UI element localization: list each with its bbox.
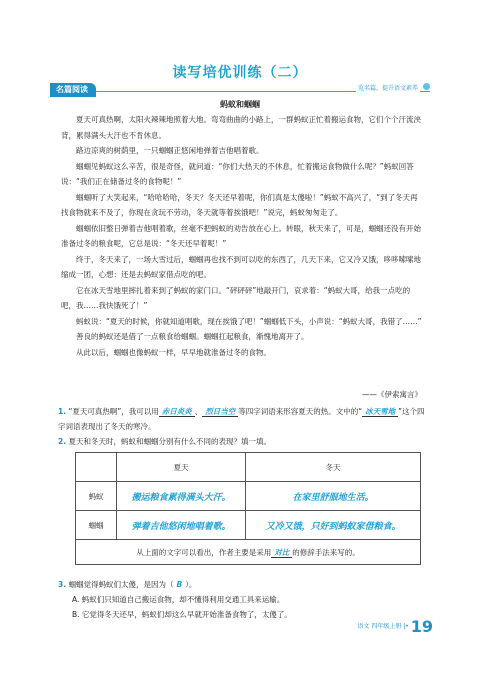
story-paragraph: 从此以后，蝈蝈也像蚂蚁一样，早早地就准备过冬的食物。 — [76, 347, 271, 357]
question-number: 3. — [58, 580, 67, 589]
page-title: 读写培优训练（二） — [172, 65, 308, 81]
story-title: 蚂蚁和蝈蝈 — [220, 100, 260, 109]
story-paragraph: 蚂蚁说：“夏天的时候，你就知道唱歌，现在挨饿了吧！”蝈蝈低下头，小声说：“蚂蚁大哥，我错了……” — [76, 316, 422, 326]
page-footer: 语文 四年级上册 |• 19 — [357, 617, 433, 636]
section-slogan: 览名篇，提升语文素养 — [357, 85, 418, 92]
question-1 — [58, 404, 428, 434]
table-row — [76, 540, 421, 565]
answer-blank[interactable]: 对比 — [271, 548, 292, 558]
comparison-table — [75, 452, 421, 565]
answer-blank[interactable]: 冰天雪地 — [362, 407, 398, 417]
option-b[interactable]: B. 它觉得冬天还早，蚂蚁们却这么早就开始准备食物了，太傻了。 — [72, 610, 292, 619]
table-header-row — [76, 453, 421, 482]
question-2 — [58, 434, 428, 449]
answer-choice[interactable]: B — [176, 580, 183, 589]
table-row — [76, 511, 421, 540]
answer-cell[interactable]: 搬运粮食累得满头大汗。 — [117, 482, 246, 511]
answer-cell[interactable]: 又冷又饿，只好到蚂蚁家借粮食。 — [246, 511, 421, 540]
option-a[interactable]: A. 蚂蚁们只知道自己搬运食物，却不懂得利用交通工具来运输。 — [72, 595, 285, 604]
table-note — [76, 540, 421, 565]
table-header: 夏天 — [117, 453, 246, 482]
row-label: 蝈蝈 — [76, 511, 117, 540]
table-header: 冬天 — [246, 453, 421, 482]
question-text: 蝈蝈觉得蚂蚁们太傻，是因为（ — [68, 580, 174, 589]
question-text: 等四字词语来形容夏天的热。文中的“ — [238, 407, 363, 416]
note-text: 从上面的文字可以看出，作者主要是采用 — [136, 547, 272, 557]
story-source: ——《伊索寓言》 — [362, 390, 422, 399]
question-text: 夏天和冬天时，蚂蚁和蝈蝈分别有什么不同的表现？填一填。 — [68, 437, 271, 446]
story-paragraph: 它在冰天雪地里摔扎着来到了蚂蚁的家门口。“砰砰砰”地敲开门，哀求着：“蚂蚁大哥，给我一点吃的吧，我……我快饿死了！” — [61, 285, 411, 310]
question-number: 2. — [58, 437, 67, 446]
story-body — [61, 112, 425, 360]
section-header — [50, 83, 430, 93]
story-paragraph: 蝈蝈依旧整日弹着吉他唱着歌，丝毫不把蚂蚁的劝告放在心上。转眼，秋天来了，可是，蝈蝈还没有开始准备过冬的粮食呢，它总是说：“冬天还早着呢！” — [61, 223, 421, 248]
footer-text: 语文 四年级上册 — [357, 623, 402, 630]
answer-cell[interactable]: 弹着吉他悠闲地唱着歌。 — [117, 511, 246, 540]
question-stem — [58, 577, 428, 592]
story-paragraph: 蝈蝈听了大笑起来，“哈哈哈哈，冬天？冬天还早着呢，你们真是太傻啦！”蚂蚁不高兴了，“到了冬天再找食物就来不及了，你现在贪玩不劳动，冬天就等着挨饿吧！”说完，蚂蚁匆匆走了。 — [61, 192, 418, 217]
question-text: ）。 — [185, 580, 197, 589]
story-paragraph: 路边凉爽的树荫里，一只蝈蝈正悠闲地弹着吉他唱着歌。 — [76, 146, 264, 155]
section-tag: 名篇阅读 — [50, 83, 96, 97]
bulb-icon — [423, 83, 430, 90]
page-number: 19 — [410, 617, 433, 636]
table-corner — [76, 453, 117, 482]
answer-blank[interactable]: 烈日当空 — [202, 407, 238, 417]
question-number: 1. — [58, 407, 67, 416]
answer-blank[interactable]: 赤日炎炎 — [159, 407, 195, 417]
story-paragraph: 夏天可真热啊，太阳火辣辣地照着大地。弯弯曲曲的小路上，一群蚂蚁正忙着搬运食物，它们个个汗流浃背，累得满头大汗也不肯休息。 — [61, 115, 421, 140]
story-paragraph: 善良的蚂蚁还是借了一点粮食给蝈蝈。蝈蝈扛起粮食，渐愧地离开了。 — [76, 332, 309, 341]
note-text: 的修辞手法来写的。 — [292, 547, 360, 557]
story-paragraph: 终于，冬天来了，一场大雪过后，蝈蝈再也找不到可以吃的东西了，几天下来，它又冷又饿，哆哆嗦嗦地缩成一团，心想：还是去蚂蚁家借点吃的吧。 — [61, 254, 421, 279]
question-text: ”这个四字词语表现出了冬天的寒冷。 — [58, 407, 425, 431]
table-row — [76, 482, 421, 511]
question-3 — [58, 577, 428, 622]
row-label: 蚂蚁 — [76, 482, 117, 511]
answer-cell[interactable]: 在家里舒服地生活。 — [246, 482, 421, 511]
question-text: “夏天可真热啊”，我可以用 — [68, 407, 159, 416]
separator: 、 — [194, 407, 203, 416]
story-paragraph: 蝈蝈见蚂蚁这么辛苦，很是奇怪，就问道：“你们大热天的不休息，忙着搬运食物做什么呢？”蚂蚁回答说：“我们正在储备过冬的食物呢！” — [61, 161, 414, 186]
